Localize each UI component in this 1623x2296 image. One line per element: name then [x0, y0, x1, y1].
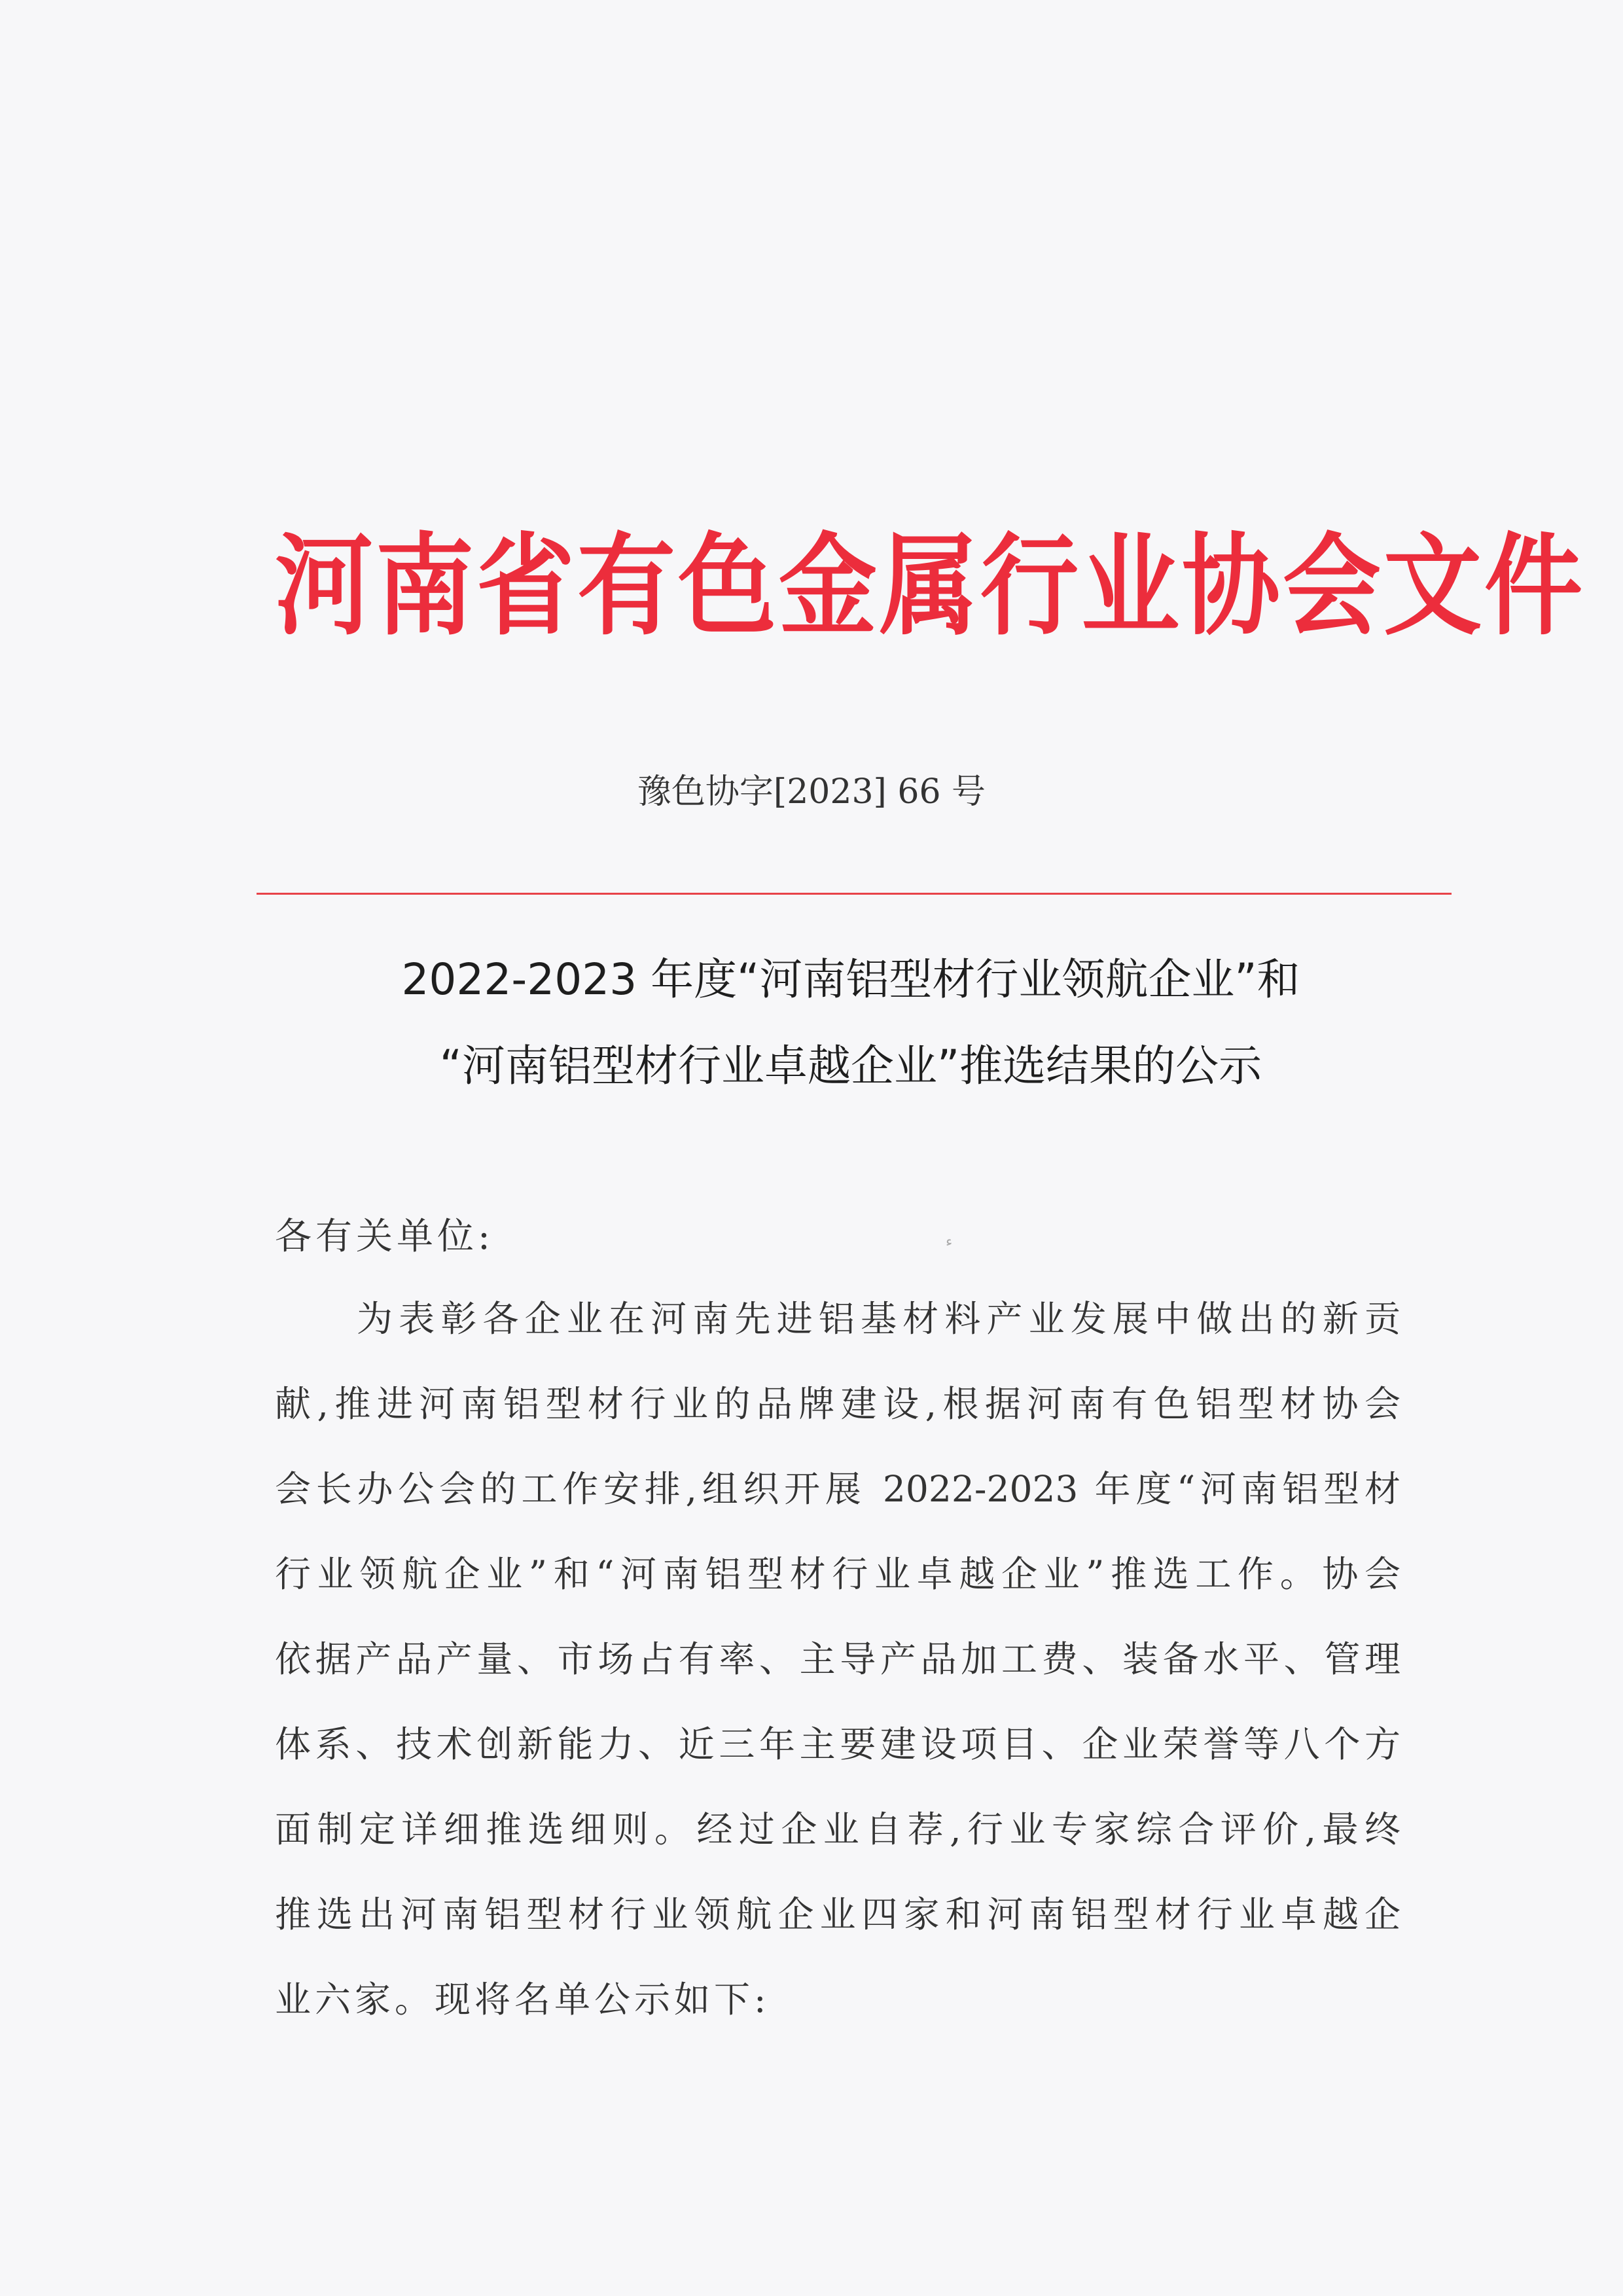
notice-title-line-1: 2022-2023 年度“河南铝型材行业领航企业”和 — [401, 954, 1300, 1005]
body-line-1: 为表彰各企业在河南先进铝基材料产业发展中做出的新贡 — [357, 1298, 1400, 1340]
body-line-9: 业六家。现将名单公示如下: — [275, 1979, 770, 2020]
body-line-3: 会长办公会的工作安排,组织开展 2022-2023 年度“河南铝型材 — [275, 1468, 1400, 1510]
red-divider-line — [257, 893, 1452, 895]
org-header-title: 河南省有色金属行业协会文件 — [275, 522, 1586, 651]
body-line-7: 面制定详细推选细则。经过企业自荐,行业专家综合评价,最终 — [275, 1808, 1400, 1850]
scan-speck: ء — [946, 1234, 953, 1250]
document-number: 豫色协字[2023] 66 号 — [637, 772, 986, 812]
salutation: 各有关单位: — [275, 1215, 494, 1258]
body-line-6: 体系、技术创新能力、近三年主要建设项目、企业荣誉等八个方 — [275, 1723, 1400, 1765]
notice-title-line-2: “河南铝型材行业卓越企业”推选结果的公示 — [439, 1041, 1262, 1091]
body-line-5: 依据产品产量、市场占有率、主导产品加工费、装备水平、管理 — [275, 1638, 1400, 1680]
body-line-2: 献,推进河南铝型材行业的品牌建设,根据河南有色铝型材协会 — [275, 1383, 1400, 1425]
body-line-8: 推选出河南铝型材行业领航企业四家和河南铝型材行业卓越企 — [275, 1893, 1400, 1935]
body-line-4: 行业领航企业”和“河南铝型材行业卓越企业”推选工作。协会 — [275, 1553, 1400, 1595]
